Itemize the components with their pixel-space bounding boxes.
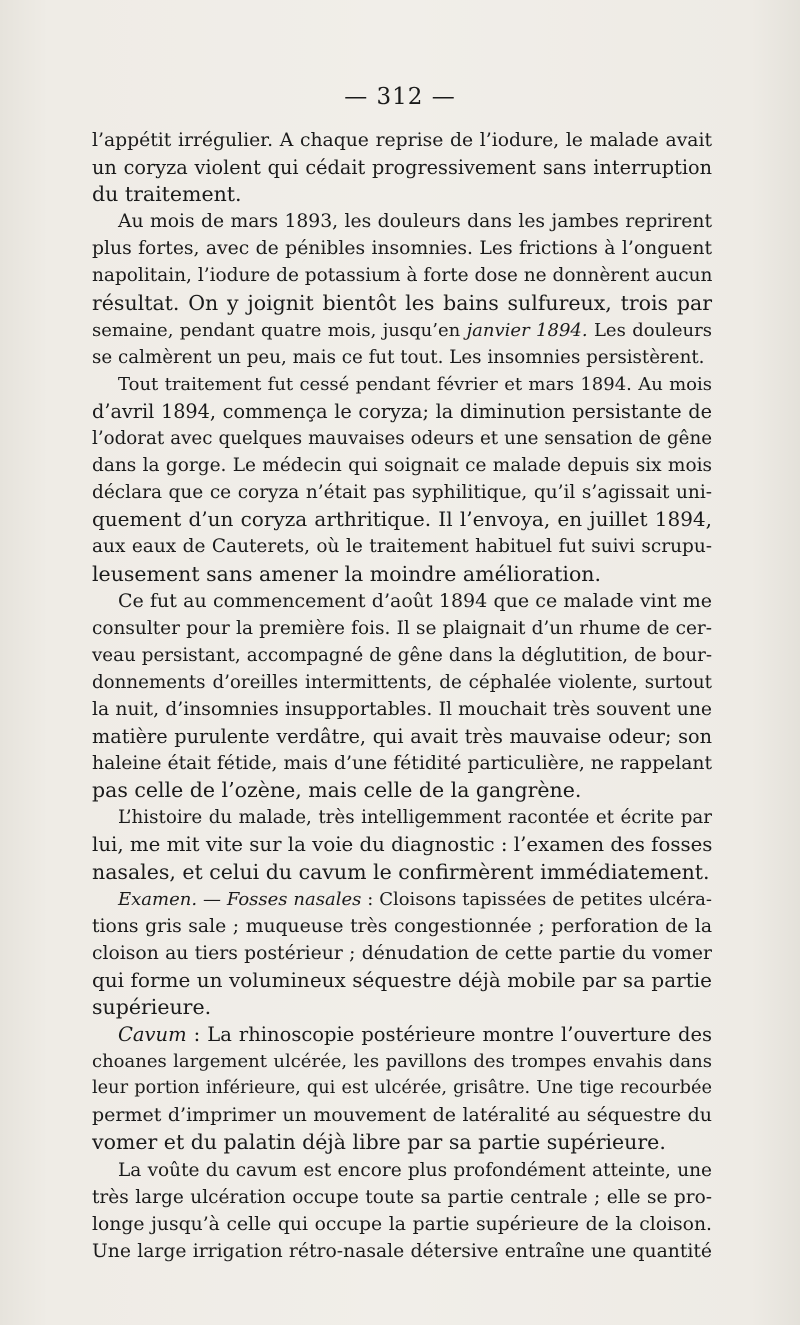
line-text: : Cloisons tapissées de petites ulcéra-	[361, 888, 712, 910]
text-line: veau persistant, accompagné de gêne dans la déglutition, de bour-	[92, 644, 712, 666]
text-line: nasales, et celui du cavum le confirmèrent immédiatement.	[92, 859, 710, 884]
italic-text: Examen. — Fosses nasales	[118, 888, 362, 910]
text-line: un coryza violent qui cédait progressivement sans interruption	[92, 156, 712, 180]
text-line: Au mois de mars 1893, les douleurs dans les jambes reprirent	[118, 211, 712, 233]
text-line: tions gris sale ; muqueuse très congestionnée ; perforation de la	[92, 915, 712, 937]
text-line: vomer et du palatin déjà libre par sa partie supérieure.	[92, 1130, 666, 1155]
page-number: — 312 —	[344, 84, 456, 110]
text-line: La voûte du cavum est encore plus profondément atteinte, une	[118, 1159, 712, 1181]
text-line: matière purulente verdâtre, qui avait très mauvaise odeur; son	[92, 725, 712, 749]
text-line: résultat. On y joignit bientôt les bains sulfureux, trois par	[92, 290, 712, 315]
text-line: la nuit, d’insomnies insupportables. Il mouchait très souvent une	[92, 698, 712, 720]
text-line: leusement sans amener la moindre amélioration.	[92, 561, 602, 586]
text-line: l’odorat avec quelques mauvaises odeurs et une sensation de gêne	[92, 428, 712, 450]
italic-text: janvier 1894.	[466, 319, 588, 341]
text-line	[92, 1021, 712, 1048]
text-line: choanes largement ulcérée, les pavillons des trompes envahis dans	[92, 1051, 712, 1073]
text-line: l’appétit irrégulier. A chaque reprise de l’iodure, le malade avait	[92, 130, 712, 151]
text-line: Ce fut au commencement d’août 1894 que ce malade vint me	[118, 589, 712, 612]
text-line: permet d’imprimer un mouvement de latéralité au séquestre du	[92, 1104, 712, 1127]
text-line: supérieure.	[92, 995, 212, 1019]
text-line	[92, 317, 712, 344]
text-line: d’avril 1894, commença le coryza; la diminution persistante de	[92, 399, 712, 423]
text-line: qui forme un volumineux séquestre déjà mobile par sa partie	[92, 967, 712, 992]
text-line: Une large irrigation rétro-nasale détersive entraîne une quantité	[92, 1240, 712, 1262]
text-line: Tout traitement fut cessé pendant février et mars 1894. Au mois	[118, 373, 712, 395]
italic-text: Cavum	[118, 1023, 187, 1047]
text-line: haleine était fétide, mais d’une fétidité particulière, ne rappelant	[92, 753, 712, 775]
text-line: L’histoire du malade, très intelligemment racontée et écrite par	[118, 807, 712, 829]
line-text: semaine, pendant quatre mois, jusqu’en	[92, 319, 467, 341]
text-line: se calmèrent un peu, mais ce fut tout. Les insomnies persistèrent.	[92, 346, 705, 368]
text-line: leur portion inférieure, qui est ulcérée, grisâtre. Une tige recourbée	[92, 1078, 712, 1099]
text-line: quement d’un coryza arthritique. Il l’envoya, en juillet 1894,	[92, 507, 712, 532]
text-line: donnements d’oreilles intermittents, de céphalée violente, surtout	[92, 671, 712, 693]
text-line: aux eaux de Cauterets, où le traitement habituel fut suivi scrupu-	[92, 536, 712, 558]
body-text	[92, 127, 712, 1265]
text-line: napolitain, l’iodure de potassium à forte dose ne donnèrent aucun	[92, 265, 713, 287]
line-text: Les douleurs	[587, 319, 712, 341]
line-text: : La rhinoscopie postérieure montre l’ouverture des	[186, 1023, 712, 1047]
text-line	[92, 886, 712, 913]
text-line: déclara que ce coryza n’était pas syphilitique, qu’il s’agissait uni-	[92, 482, 712, 504]
text-line: pas celle de l’ozène, mais celle de la gangrène.	[92, 778, 582, 803]
text-line: cloison au tiers postérieur ; dénudation de cette partie du vomer	[92, 942, 712, 964]
text-line: très large ulcération occupe toute sa partie centrale ; elle se pro-	[92, 1186, 712, 1208]
text-line: dans la gorge. Le médecin qui soignait ce malade depuis six mois	[92, 455, 712, 477]
text-line: du traitement.	[92, 182, 242, 207]
text-line: consulter pour la première fois. Il se plaignait d’un rhume de cer-	[92, 617, 712, 639]
text-line: lui, me mit vite sur la voie du diagnostic : l’examen des fosses	[92, 833, 713, 857]
text-line: longe jusqu’à celle qui occupe la partie supérieure de la cloison.	[92, 1213, 712, 1235]
text-line: plus fortes, avec de pénibles insomnies. Les frictions à l’onguent	[92, 238, 712, 260]
